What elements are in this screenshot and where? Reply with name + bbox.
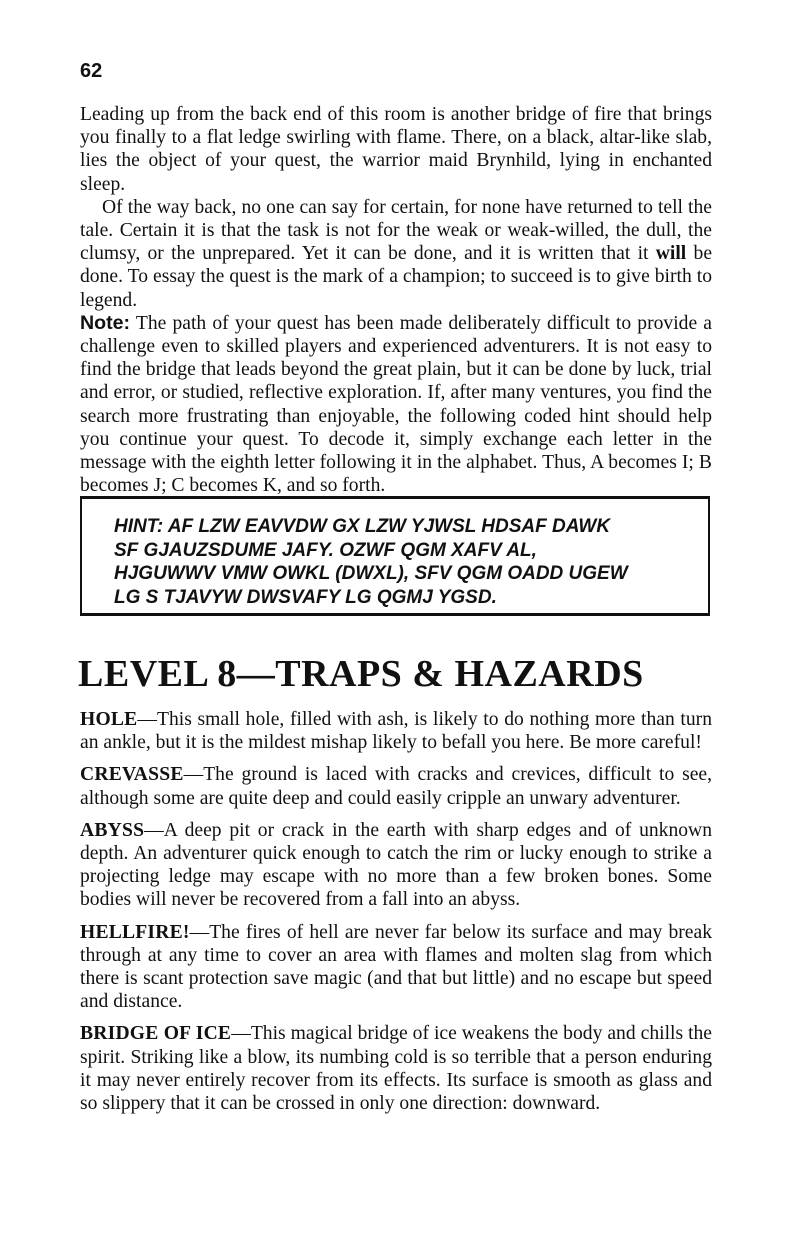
page-number: 62 <box>80 60 103 82</box>
paragraph-way-back-start: Of the way back, no one can say for certain, for none have returned to tell the tale. Certain it is that the task is not for the weak or weak-willed, the dull, the clumsy, or the unprepared. Yet it can be done, and it is written that it <box>80 196 712 265</box>
hazard-text: This magical bridge of ice weakens the body and chills the spirit. Striking like a blow, its numbing cold is so terrible that a person enduring it may never entirely recover from its effects. Its surface is smooth as glass and so slippery that it can be crossed in only one direction: downward. <box>80 1023 713 1115</box>
hazard-name: HELLFIRE! <box>80 921 190 943</box>
intro-text <box>80 103 712 497</box>
note-paragraph <box>80 312 712 498</box>
hazard-name: BRIDGE OF ICE <box>80 1023 232 1045</box>
hazard-name: ABYSS <box>80 819 145 841</box>
hint-box <box>80 496 710 616</box>
dash: — <box>231 1023 251 1045</box>
hazard-list <box>80 708 712 1124</box>
hint-line: HINT: AF LZW EAVVDW GX LZW YJWSL HDSAF DAWK <box>114 516 611 537</box>
hazard-entry <box>80 708 712 754</box>
hazard-name: CREVASSE <box>80 764 184 786</box>
note-text: The path of your quest has been made deliberately difficult to provide a challenge even to skilled players and experienced adventurers. It is not easy to find the bridge that leads beyond the great plain, but it can be done by luck, trial and error, or studied, reflective exploration. If, after many ventures, you find the search more frustrating than enjoyable, the following coded hint should help you continue your quest. To decode it, simply exchange each letter in the message with the eighth letter following it in the alphabet. Thus, A becomes I; B becomes J; C becomes K, and so forth. <box>80 312 712 497</box>
hazard-name: HOLE <box>80 709 138 730</box>
hint-line: SF GJAUZSDUME JAFY. OZWF QGM XAFV AL, <box>114 539 537 561</box>
hazard-entry <box>80 921 712 1014</box>
hint-line: HJGUWWV VMW OWKL (DWXL), SFV QGM OADD UGEW <box>114 563 628 584</box>
paragraph-way-back-end: be done. To essay the quest is the mark of a champion; to succeed is to give birth to legend. <box>80 243 713 311</box>
hazard-text: This small hole, filled with ash, is likely to do nothing more than turn an ankle, but it is the mildest mishap likely to befall you here. Be more careful! <box>80 709 712 754</box>
hazard-text: A deep pit or crack in the earth with sharp edges and of unknown depth. An adventurer quick enough to catch the rim or lucky enough to strike a projecting ledge may escape with no more than a few broken bones. Some bodies will never be recovered from a fall into an abyss. <box>80 819 712 911</box>
note-label: Note: <box>80 311 131 334</box>
hazard-entry <box>80 763 712 809</box>
dash: — <box>183 764 204 786</box>
hazard-text: The fires of hell are never far below its surface and may break through at any time to cover an area with flames and molten slag from which there is scant protection save magic (and that but little) and no escape but speed and distance. <box>80 921 712 1013</box>
level-heading: LEVEL 8—TRAPS & HAZARDS <box>78 653 644 695</box>
dash: — <box>144 819 164 841</box>
emphasis-will: will <box>655 243 687 265</box>
paragraph-way-back <box>80 196 712 312</box>
hazard-text: The ground is laced with cracks and crevices, difficult to see, although some are quite deep and could easily cripple an unwary adventurer. <box>80 764 712 809</box>
dash: — <box>189 921 210 943</box>
dash: — <box>137 709 158 730</box>
hint-line: LG S TJAVYW DWSVAFY LG QGMJ YGSD. <box>114 586 497 608</box>
hint-text <box>114 515 628 609</box>
paragraph-brynhild: Leading up from the back end of this room is another bridge of fire that brings you finally to a flat ledge swirling with flame. There, on a black, altar-like slab, lies the object of your quest, the warrior maid Brynhild, lying in enchanted sleep. <box>80 104 712 195</box>
hazard-entry <box>80 819 712 912</box>
hazard-entry <box>80 1022 712 1115</box>
